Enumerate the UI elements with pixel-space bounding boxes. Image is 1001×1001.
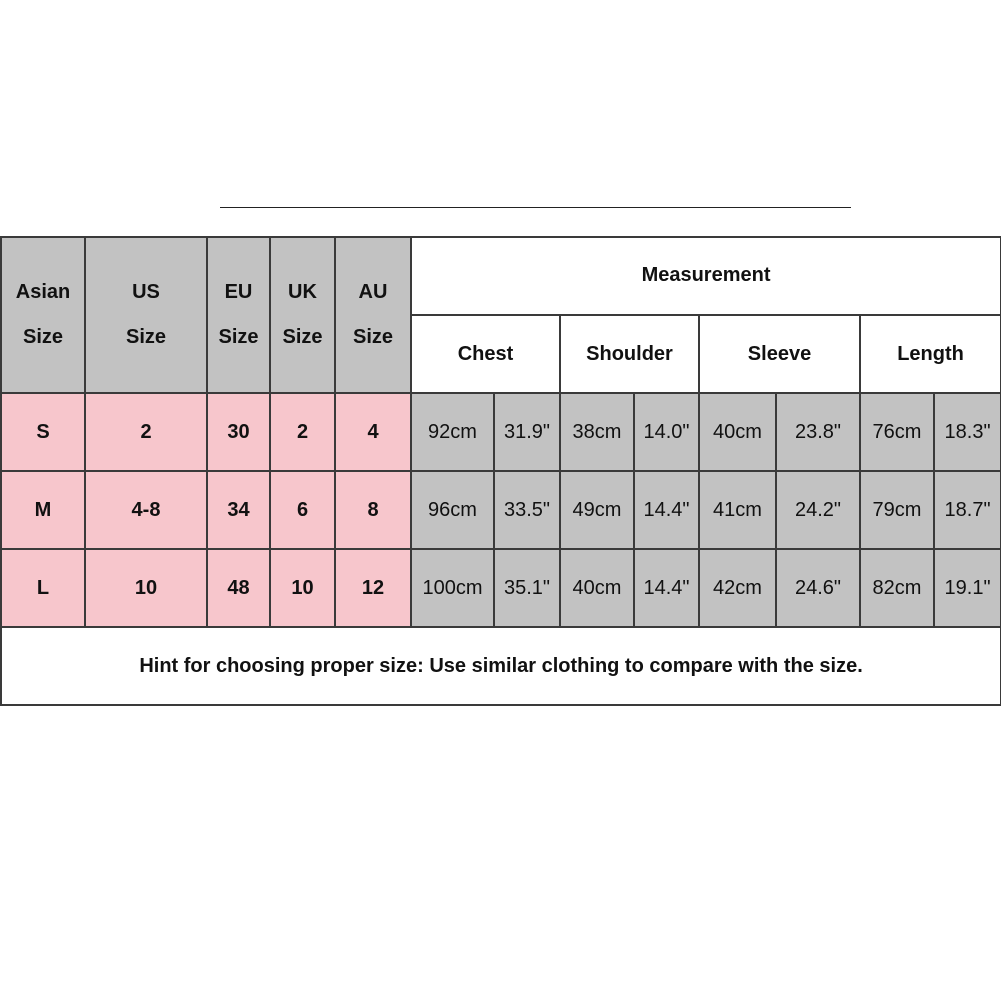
length-cm-cell: 76cm <box>860 393 934 471</box>
us-size-cell: 2 <box>85 393 207 471</box>
uk-size-cell: 2 <box>270 393 335 471</box>
group-chest: Chest <box>411 315 560 393</box>
length-inch-cell: 18.3" <box>934 393 1001 471</box>
shoulder-cm-cell: 40cm <box>560 549 634 627</box>
header-label-line1: US <box>132 281 160 303</box>
header-label-line1: UK <box>288 281 317 303</box>
shoulder-inch-cell: 14.0" <box>634 393 699 471</box>
top-divider <box>220 207 851 208</box>
group-length: Length <box>860 315 1001 393</box>
header-label-line2: Size <box>352 326 394 348</box>
eu-size-cell: 48 <box>207 549 270 627</box>
header-label-line2: Size <box>282 326 323 348</box>
uk-size-cell: 10 <box>270 549 335 627</box>
header-label-line1: AU <box>358 281 388 303</box>
table-row <box>1 393 1001 471</box>
sleeve-cm-cell: 40cm <box>699 393 776 471</box>
header-label-line2: Size <box>22 326 64 348</box>
sleeve-inch-cell: 24.2" <box>776 471 860 549</box>
us-size-cell: 4-8 <box>85 471 207 549</box>
chest-inch-cell: 35.1" <box>494 549 560 627</box>
header-label-line2: Size <box>125 326 167 348</box>
header-label-line1: Asian <box>15 281 71 303</box>
chest-inch-cell: 31.9" <box>494 393 560 471</box>
au-size-cell: 4 <box>335 393 411 471</box>
shoulder-cm-cell: 49cm <box>560 471 634 549</box>
size-hint: Hint for choosing proper size: Use similar clothing to compare with the size. <box>1 627 1001 705</box>
chest-cm-cell: 96cm <box>411 471 494 549</box>
eu-size-cell: 30 <box>207 393 270 471</box>
header-eu-size <box>207 237 270 393</box>
length-inch-cell: 19.1" <box>934 549 1001 627</box>
header-us-size <box>85 237 207 393</box>
header-label-line2: Size <box>218 326 259 348</box>
shoulder-cm-cell: 38cm <box>560 393 634 471</box>
header-au-size <box>335 237 411 393</box>
group-sleeve: Sleeve <box>699 315 860 393</box>
shoulder-inch-cell: 14.4" <box>634 471 699 549</box>
chest-cm-cell: 92cm <box>411 393 494 471</box>
us-size-cell: 10 <box>85 549 207 627</box>
au-size-cell: 12 <box>335 549 411 627</box>
length-inch-cell: 18.7" <box>934 471 1001 549</box>
length-cm-cell: 79cm <box>860 471 934 549</box>
measurement-header: Measurement <box>411 237 1001 315</box>
chest-inch-cell: 33.5" <box>494 471 560 549</box>
table-row <box>1 471 1001 549</box>
table-row <box>1 549 1001 627</box>
uk-size-cell: 6 <box>270 471 335 549</box>
asian-size-cell: L <box>1 549 85 627</box>
header-uk-size <box>270 237 335 393</box>
sleeve-cm-cell: 41cm <box>699 471 776 549</box>
eu-size-cell: 34 <box>207 471 270 549</box>
au-size-cell: 8 <box>335 471 411 549</box>
shoulder-inch-cell: 14.4" <box>634 549 699 627</box>
sleeve-cm-cell: 42cm <box>699 549 776 627</box>
chest-cm-cell: 100cm <box>411 549 494 627</box>
group-shoulder: Shoulder <box>560 315 699 393</box>
sleeve-inch-cell: 23.8" <box>776 393 860 471</box>
header-asian-size <box>1 237 85 393</box>
asian-size-cell: S <box>1 393 85 471</box>
header-label-line1: EU <box>224 281 253 303</box>
size-chart-table <box>0 236 1001 706</box>
sleeve-inch-cell: 24.6" <box>776 549 860 627</box>
length-cm-cell: 82cm <box>860 549 934 627</box>
asian-size-cell: M <box>1 471 85 549</box>
